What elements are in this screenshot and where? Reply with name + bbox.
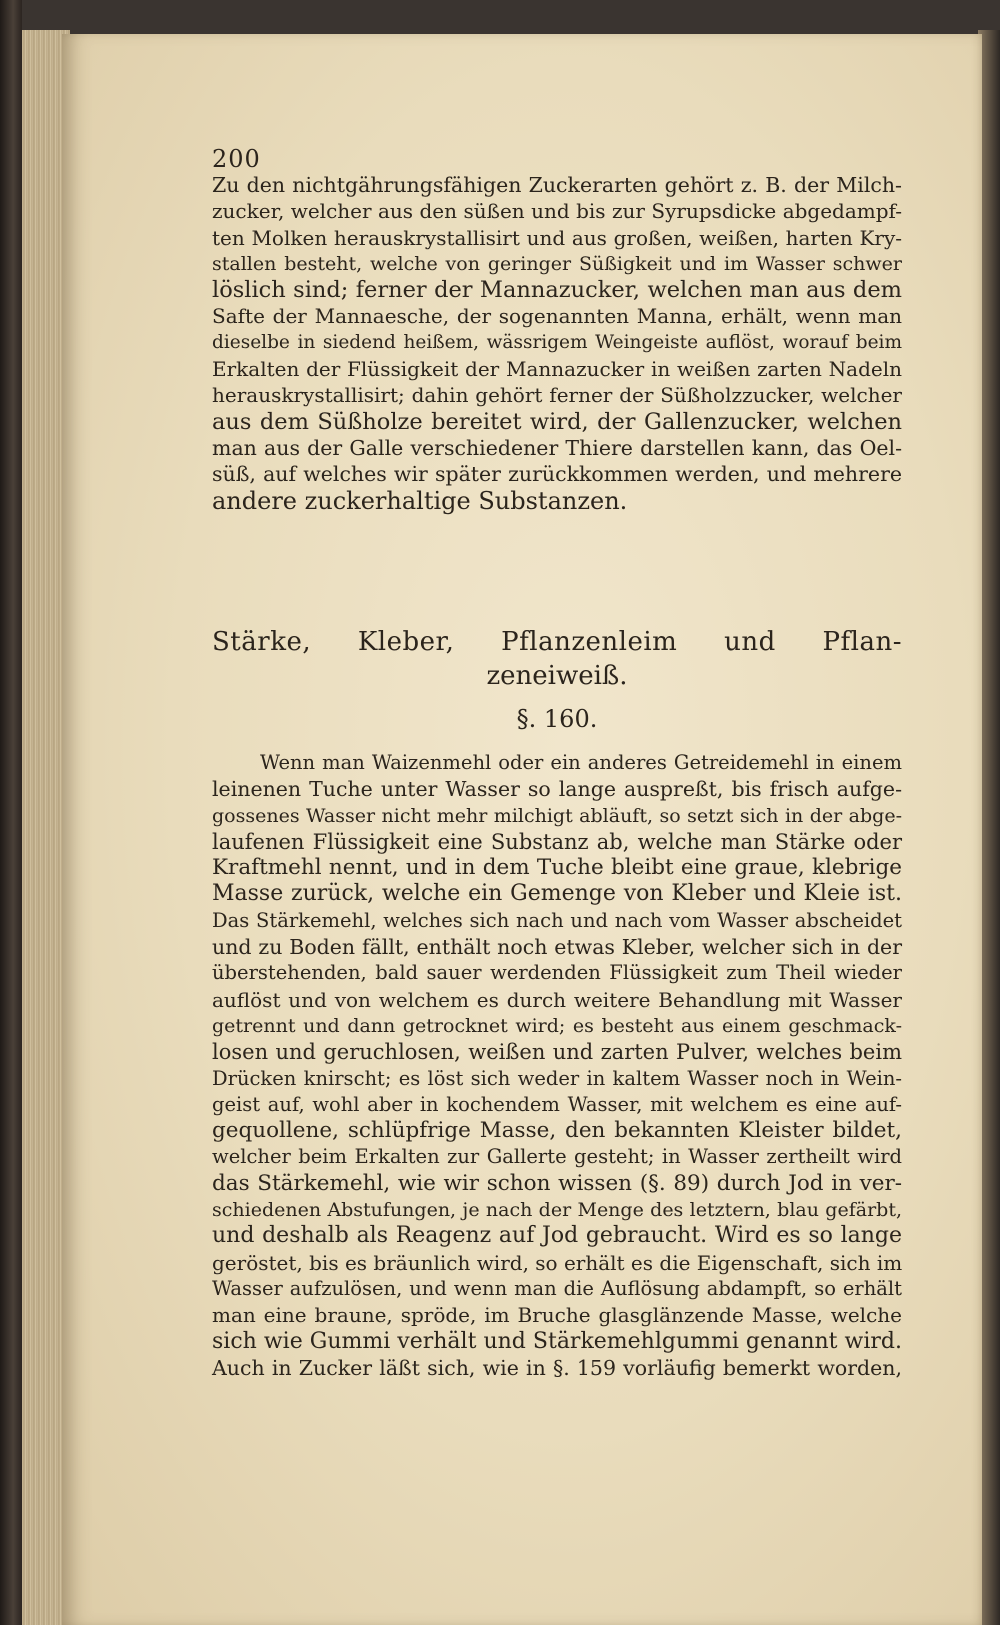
page-number: 200 [212,145,261,173]
text-line: Auch in Zucker läßt sich, wie in §. 159 vorläufig bemerkt worden, [212,1355,902,1380]
text-line: Zu den nichtgährungsfähigen Zuckerarten gehört z. B. der Milch- [212,173,902,197]
text-line: süß, auf welches wir später zurückkommen werden, und mehrere [212,462,902,487]
text-line: man aus der Galle verschiedener Thiere darstellen kann, das Oel- [212,435,902,460]
text-line: überstehenden, bald sauer werdenden Flüssigkeit zum Theil wieder [212,961,902,985]
text-line: und zu Boden fällt, enthält noch etwas Kleber, welcher sich in der [212,935,902,960]
text-line: Wasser aufzulösen, und wenn man die Auflösung abdampft, so erhält [212,1276,902,1300]
text-line: Masse zurück, welche ein Gemenge von Kleber und Kleie ist. [212,881,902,907]
text-line: Safte der Mannaesche, der sogenannten Manna, erhält, wenn man [212,304,902,329]
text-line: das Stärkemehl, wie wir schon wissen (§. 89) durch Jod in ver- [212,1170,902,1196]
text-line: welcher beim Erkalten zur Gallerte gesteht; in Wasser zertheilt wird [212,1145,902,1169]
section-heading [212,625,902,693]
text-line: dieselbe in siedend heißem, wässrigem Weingeiste auflöst, worauf beim [212,331,902,353]
text-line: losen und geruchlosen, weißen und zarten Pulver, welches beim [212,1040,902,1065]
text-line: getrennt und dann getrocknet wird; es besteht aus einem geschmack- [212,1014,902,1037]
text-line: Kraftmehl nennt, und in dem Tuche bleibt eine graue, klebrige [212,855,902,881]
text-line: geröstet, bis es bräunlich wird, so erhält es die Eigenschaft, sich im [212,1250,903,1275]
text-line: geist auf, wohl aber in kochendem Wasser, mit welchem es eine auf- [212,1092,902,1116]
text-line: gossenes Wasser nicht mehr milchigt abläuft, so setzt sich in der abge- [212,804,902,827]
text-line: ten Molken herauskrystallisirt und aus großen, weißen, harten Kry- [212,225,902,250]
text-line: herauskrystallisirt; dahin gehört ferner der Süßholzzucker, welcher [212,383,902,408]
text-line: löslich sind; ferner der Mannazucker, welchen man aus dem [212,277,902,304]
text-line: aus dem Süßholze bereitet wird, der Gallenzucker, welchen [212,408,902,435]
paragraph-2 [212,750,902,1381]
text-line: und deshalb als Reagenz auf Jod gebraucht. Wird es so lange [212,1223,902,1249]
text-line: leinenen Tuche unter Wasser so lange auspreßt, bis frisch aufge- [212,777,902,802]
text-line: Drücken knirscht; es löst sich weder in kaltem Wasser noch in Wein- [212,1066,902,1090]
text-line: auflöst und von welchem es durch weitere Behandlung mit Wasser [212,987,902,1012]
section-number: §. 160. [516,705,598,733]
text-line: man eine braune, spröde, im Bruche glasglänzende Masse, welche [212,1303,902,1328]
text-line: Das Stärkemehl, welches sich nach und nach vom Wasser abscheidet [212,908,902,932]
text-line: zucker, welcher aus den süßen und bis zur Syrupsdicke abgedampf- [212,199,902,224]
text-line: gequollene, schlüpfrige Masse, den bekannten Kleister bildet, [212,1118,902,1144]
heading-line-2: zeneiweiß. [486,661,628,691]
text-line: stallen besteht, welche von geringer Süßigkeit und im Wasser schwer [212,252,902,275]
text-line: sich wie Gummi verhält und Stärkemehlgummi genannt wird. [212,1328,902,1354]
paragraph-1 [212,172,902,514]
text-line: schiedenen Abstufungen, je nach der Menge des letztern, blau gefärbt, [212,1199,902,1222]
heading-line-1: Stärke, Kleber, Pflanzenleim und Pflan- [212,627,902,657]
text-line: andere zuckerhaltige Substanzen. [212,486,628,515]
book-spine [0,0,22,1625]
text-line: laufenen Flüssigkeit eine Substanz ab, welche man Stärke oder [212,829,902,854]
text-line: Wenn man Waizenmehl oder ein anderes Getreidemehl in einem [260,751,902,774]
text-line: Erkalten der Flüssigkeit der Mannazucker in weißen zarten Nadeln [212,357,902,382]
